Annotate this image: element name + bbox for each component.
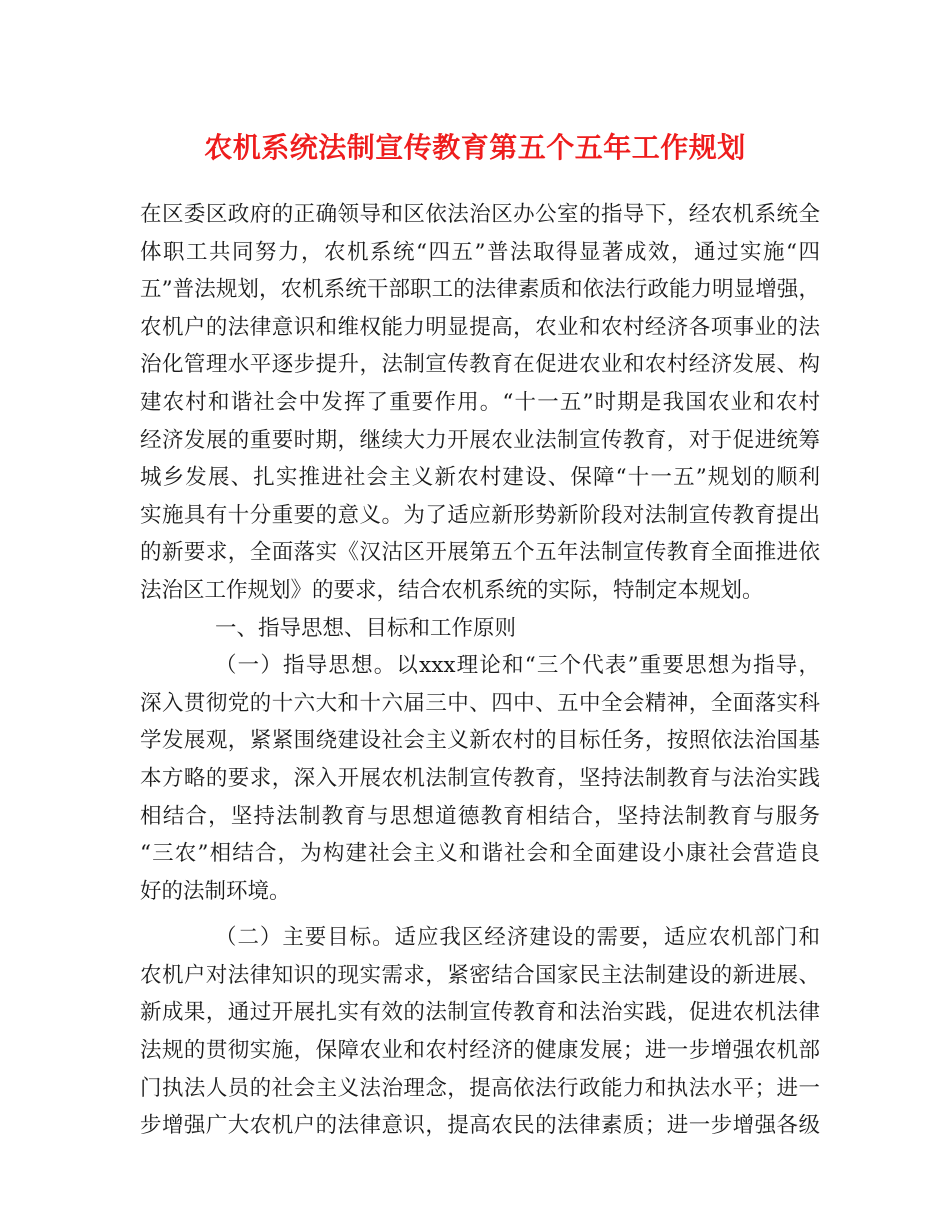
text-line: 本方略的要求，深入开展农机法制宣传教育，坚持法制教育与法治实践	[140, 765, 820, 791]
text-line: 五”普法规划，农机系统干部职工的法律素质和依法行政能力明显增强，	[140, 277, 820, 303]
text-line: 法治区工作规划》的要求，结合农机系统的实际，特制定本规划。	[140, 577, 764, 603]
text-line: 好的法制环境。	[140, 878, 291, 904]
section-heading: 一、指导思想、目标和工作原则	[215, 615, 517, 641]
document-title: 农机系统法制宣传教育第五个五年工作规划	[204, 131, 746, 164]
text-line: 相结合，坚持法制教育与思想道德教育相结合，坚持法制教育与服务	[140, 803, 820, 829]
text-line: （一）指导思想。以xxx理论和“三个代表”重要思想为指导，	[215, 653, 820, 679]
document-body	[140, 196, 820, 1145]
text-line: 农机户对法律知识的现实需求，紧密结合国家民主法制建设的新进展、	[140, 962, 820, 988]
text-line: “三农”相结合，为构建社会主义和谐社会和全面建设小康社会营造良	[140, 841, 820, 867]
text-line: 新成果，通过开展扎实有效的法制宣传教育和法治实践，促进农机法律	[140, 1000, 820, 1026]
text-line: 建农村和谐社会中发挥了重要作用。“十一五”时期是我国农业和农村	[140, 389, 820, 415]
text-line: 的新要求，全面落实《汉沽区开展第五个五年法制宣传教育全面推进依	[140, 540, 820, 566]
text-line: （二）主要目标。适应我区经济建设的需要，适应农机部门和	[215, 925, 820, 951]
paragraph-intro	[140, 196, 820, 610]
text-line: 实施具有十分重要的意义。为了适应新形势新阶段对法制宣传教育提出	[140, 502, 820, 528]
paragraph-guiding	[140, 647, 820, 910]
text-line: 农机户的法律意识和维权能力明显提高，农业和农村经济各项事业的法	[140, 314, 820, 340]
paragraph-goals	[140, 919, 820, 1145]
text-line: 经济发展的重要时期，继续大力开展农业法制宣传教育，对于促进统筹	[140, 427, 820, 453]
text-line: 学发展观，紧紧围绕建设社会主义新农村的目标任务，按照依法治国基	[140, 728, 820, 754]
text-line: 深入贯彻党的十六大和十六届三中、四中、五中全会精神，全面落实科	[140, 690, 820, 716]
text-line: 体职工共同努力，农机系统“四五”普法取得显著成效，通过实施“四	[140, 239, 820, 265]
text-line: 步增强广大农机户的法律意识，提高农民的法律素质；进一步增强各级	[140, 1113, 820, 1139]
text-line: 门执法人员的社会主义法治理念，提高依法行政能力和执法水平；进一	[140, 1075, 820, 1101]
text-line: 治化管理水平逐步提升，法制宣传教育在促进农业和农村经济发展、构	[140, 352, 820, 378]
text-line: 城乡发展、扎实推进社会主义新农村建设、保障“十一五”规划的顺利	[140, 465, 820, 491]
text-line: 在区委区政府的正确领导和区依法治区办公室的指导下，经农机系统全	[140, 202, 820, 227]
text-line: 法规的贯彻实施，保障农业和农村经济的健康发展；进一步增强农机部	[140, 1038, 820, 1064]
paragraph-gap	[140, 910, 820, 919]
